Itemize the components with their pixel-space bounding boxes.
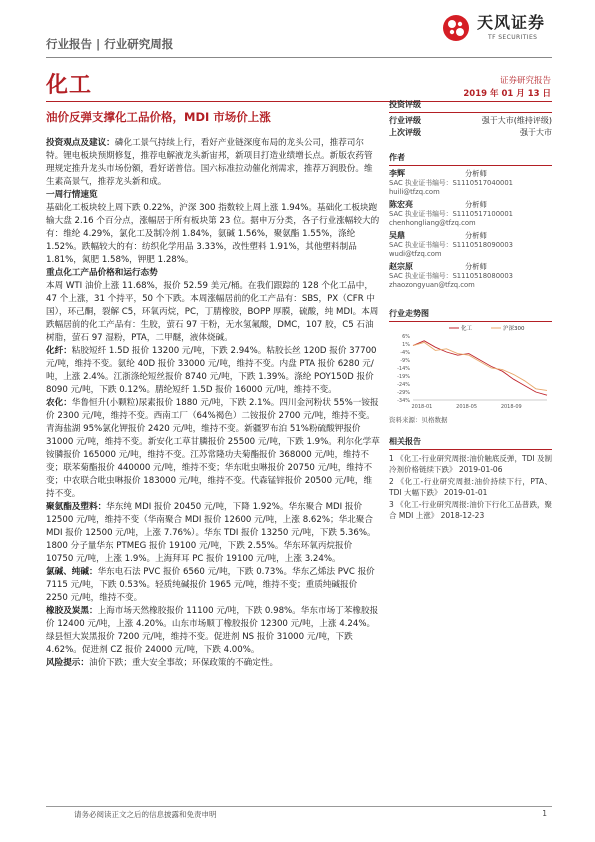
risk-paragraph: 风险提示：油价下跌；重大安全事故；环保政策的不确定性。 xyxy=(46,658,279,668)
report-title: 油价反弹支撑化工品价格，MDI 市场价上涨 xyxy=(46,110,271,124)
trend-chart-svg xyxy=(389,322,552,414)
author-email[interactable]: zhaozongyuan@tfzq.com xyxy=(389,281,475,289)
industry-rating-row: 行业评级 强于大市(维持评级) xyxy=(389,116,552,125)
body-paragraph: 基础化工板块较上周下跌 0.22%，沪深 300 指数较上周上涨 1.94%。基础化工板块跑输大盘 2.16 个百分点，涨幅居于所有板块第 23 位。据申万分类，各子行业涨幅较大的有：维纶 4.29%，氯化工及制冷剂 1.84%，氨碱 1.56%，聚氨酯 1.55%，涤纶 1.52%。跌幅较大的有：纺织化学用品 3.33%，改性塑料 1.91%，其他塑料制品 1.81%，氮肥 1.58%，钾肥 1.28%。 xyxy=(46,203,380,265)
series-line-1 xyxy=(413,342,547,390)
author-email[interactable]: huili@tfzq.com xyxy=(389,188,440,196)
legend-label: 沪深300 xyxy=(503,326,525,332)
author-email[interactable]: wudi@tfzq.com xyxy=(389,250,442,258)
main-body xyxy=(46,137,380,670)
y-tick-label: 6% xyxy=(402,334,410,340)
x-tick-label: 2018-01 xyxy=(411,404,433,410)
company-logo: 天风证券 TF SECURITIES xyxy=(441,12,581,46)
author-email[interactable]: chenhongliang@tfzq.com xyxy=(389,219,476,227)
header-divider xyxy=(46,57,552,58)
y-tick-label: 1% xyxy=(402,342,410,348)
report-type: 证券研究报告 xyxy=(499,76,551,86)
related-header: 相关报告 xyxy=(389,436,552,450)
body-paragraph: 橡胶及炭黑：上海市场天然橡胶报价 11100 元/吨，下跌 0.98%。华东市场丁苯橡胶报价 12400 元/吨，上涨 4.20%。山东市场顺丁橡胶报价 12300 元/吨，上涨 4.24%。绿县恒大炭黑报价 7200 元/吨，维持不变。促进剂 NS 报价 31000 元/吨，下跌 4.62%。促进剂 CZ 报价 24000 元/吨，下跌 4.00%。 xyxy=(46,606,379,655)
page-number: 1 xyxy=(542,809,547,818)
report-date: 2019 年 01 月 13 日 xyxy=(463,89,551,99)
related-report-item[interactable]: 3 《化工-行业研究周报:油价下行化工品普跌，聚合 MDI 上涨》 2018-12-23 xyxy=(389,500,552,520)
chart-header: 行业走势图 xyxy=(389,308,552,322)
x-tick-label: 2018-09 xyxy=(500,404,522,410)
x-tick-label: 2018-05 xyxy=(456,404,478,410)
y-tick-label: -29% xyxy=(397,390,410,396)
body-paragraph: 本周 WTI 油价上涨 11.68%，报价 52.59 美元/桶。在我们跟踪的 128 个化工品中，47 个上涨，31 个持平，50 个下跌。本周涨幅居前的化工产品有：SBS，PX（CFR 中国），环己酮，裂解 C5，环氧丙烷，PC，丁腈橡胶，BOPP 厚膜，硫酸，纯 MDI。本周跌幅居前的化工产品有：生胶，萤石 97 干粉，无水氢氟酸，DMC，107 胶，C5 石油树脂，萤石 97 湿粉，PTA，二甲醚，液体烧碱。 xyxy=(46,281,379,343)
footer-divider xyxy=(46,806,552,807)
author-card: 李辉 分析师 SAC 执业证书编号：S1110517040001 huili@tfzq.com xyxy=(389,169,552,197)
sidebar xyxy=(389,100,552,290)
rating-header: 投资评级 xyxy=(389,100,552,113)
industry-trend-chart xyxy=(389,308,552,436)
authors-header: 作者 xyxy=(389,153,552,166)
related-report-item[interactable]: 1 《化工-行业研究周报:油价触底反弹，TDI 及制冷剂价格链续下跌》 2019-01-06 xyxy=(389,454,552,474)
y-tick-label: -9% xyxy=(400,358,410,364)
body-paragraph: 农化：华鲁恒升(小颗粒)尿素报价 1880 元/吨，下跌 2.1%。四川金河粉状 55%一铵报价 2300 元/吨，维持不变。西南工厂（64%褐色）二铵报价 2700 元/吨，维持不变。青海盐湖 95%氯化钾报价 2420 元/吨，维持不变。新疆罗布泊 51%粉硫酸钾报价 31000 元/吨，维持不变。新安化工草甘膦报价 25500 元/吨，下跌 1.9%。利尔化学草铵膦报价 165000 元/吨，维持不变。江苏常隆功夫菊酯报价 368000 元/吨，维持不变；联苯菊酯报价 440000 元/吨，维持不变；华东吡虫啉报价 20750 元/吨，维持不变；中农联合吡虫啉报价 183000 元/吨，维持不变。代森锰锌报价 20500 元/吨，维持不变。 xyxy=(46,398,380,499)
body-paragraph: 氯碱、纯碱：华东电石法 PVC 报价 6560 元/吨，下跌 0.73%。华东乙烯法 PVC 报价 7115 元/吨，下跌 0.53%。轻质纯碱报价 1965 元/吨，维持不变；重质纯碱报价 2250 元/吨，维持不变。 xyxy=(46,567,375,603)
y-tick-label: -19% xyxy=(397,374,410,380)
sector-title: 化工 xyxy=(46,73,93,98)
footer-disclaimer: 请务必阅读正文之后的信息披露和免责申明 xyxy=(74,810,217,819)
logo-mark-icon xyxy=(441,13,471,43)
related-reports xyxy=(389,436,552,522)
y-tick-label: -4% xyxy=(400,350,410,356)
legend-label: 化工 xyxy=(461,326,473,332)
body-paragraph: 聚氨酯及塑料：华东纯 MDI 报价 20450 元/吨，下降 1.92%。华东聚合 MDI 报价 12500 元/吨，维持不变（华南聚合 MDI 报价 12600 元/吨，上涨 8.62%；华北聚合 MDI 报价 12500 元/吨，上涨 7.76%）。华东 TDI 报价 13250 元/吨，下跌 5.36%。1800 分子量华东 PTMEG 报价 19100 元/吨，下跌 2.55%。华东环氧丙烷报价 10750 元/吨，上涨 1.9%。上海拜耳 PC 报价 19100 元/吨，上涨 3.24%。 xyxy=(46,502,376,564)
section-heading: 重点化工产品价格和运行态势 xyxy=(46,268,158,278)
y-tick-label: -14% xyxy=(397,366,410,372)
y-tick-label: -34% xyxy=(397,398,410,404)
report-category: 行业报告 | 行业研究周报 xyxy=(46,37,174,51)
author-card: 陈宏亮 分析师 SAC 执业证书编号：S1110517100001 chenhongliang@tfzq.com xyxy=(389,200,552,228)
chart-source: 资料来源：贝格数据 xyxy=(389,416,448,424)
body-paragraph: 化纤：粘胶短纤 1.5D 报价 13200 元/吨，下跌 2.94%。粘胶长丝 120D 报价 37700 元/吨，维持不变。氨纶 40D 报价 33000 元/吨，维持不变。内盘 PTA 报价 6280 元/吨，上涨 2.4%。江浙涤纶短丝报价 8740 元/吨，下跌 1.39%。涤纶 POY150D 报价 8090 元/吨，下跌 0.12%。腈纶短纤 1.5D 报价 16000 元/吨，维持不变。 xyxy=(46,346,377,395)
body-paragraph: 投资观点及建议：磷化工景气持续上行，看好产业链深度布局的龙头公司，推荐司尔特。锂电板块预期修复，推荐电解液龙头新宙邦，新项目打造业绩增长点。新版农药管理规定推升龙头市场份额，看好诺普信。国六标准拉动催化剂需求，推荐万润股份。维生素高景气，推荐龙头新和成。 xyxy=(46,138,373,187)
prev-rating-row: 上次评级 强于大市 xyxy=(389,128,552,137)
author-card: 吴鼎 分析师 SAC 执业证书编号：S1110518090003 wudi@tfzq.com xyxy=(389,231,552,259)
related-report-item[interactable]: 2 《化工-行业研究周报:油价持续下行，PTA、TDI 大幅下跌》 2019-01-01 xyxy=(389,477,552,497)
section-heading: 一周行情速览 xyxy=(46,190,98,200)
author-card: 赵宗原 分析师 SAC 执业证书编号：S1110518080003 zhaozongyuan@tfzq.com xyxy=(389,262,552,290)
y-tick-label: -24% xyxy=(397,382,410,388)
